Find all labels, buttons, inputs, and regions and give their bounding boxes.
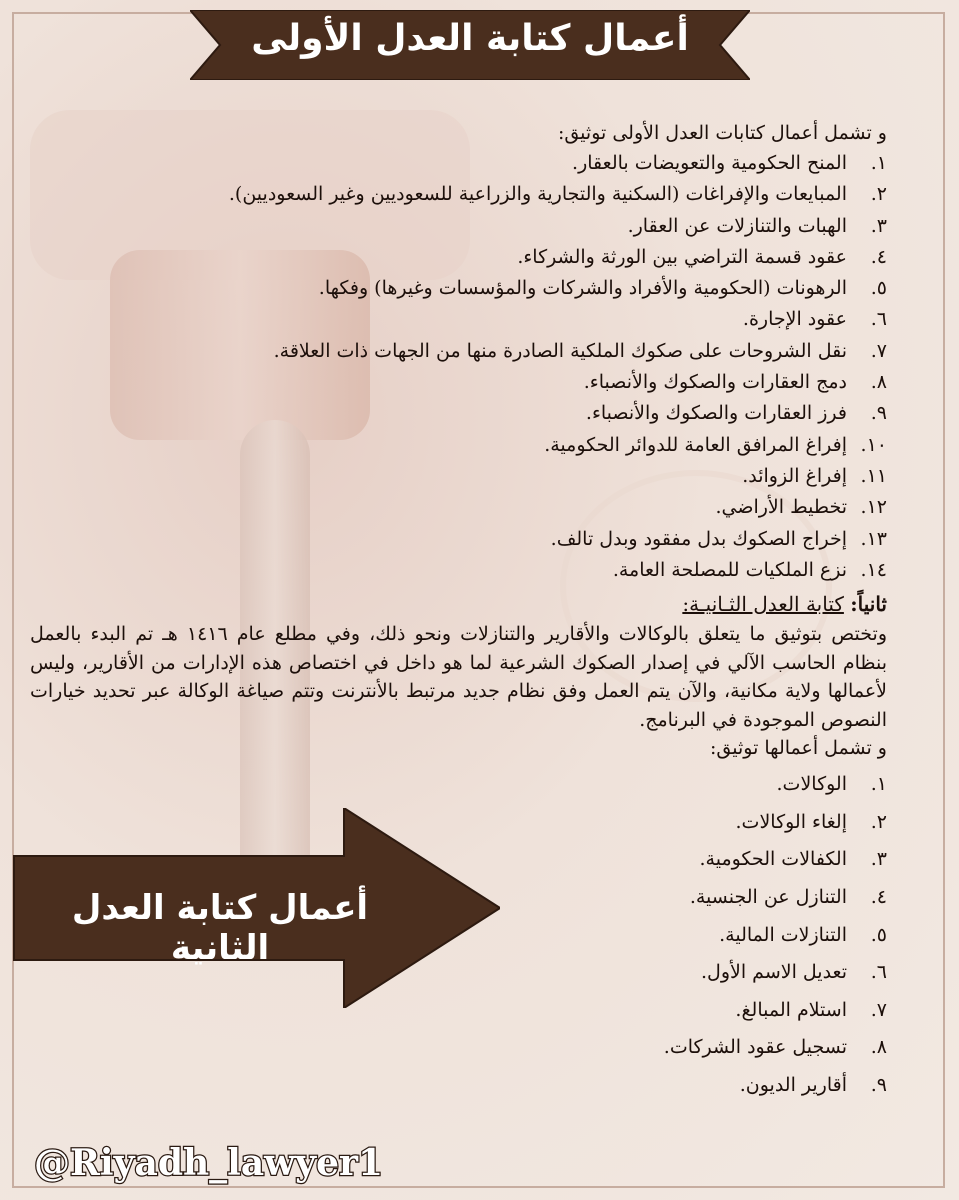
- item-text: المبايعات والإفراغات (السكنية والتجارية والزراعية للسعوديين وغير السعوديين).: [228, 183, 847, 206]
- item-number: ٤.: [870, 245, 887, 268]
- list-item: [30, 148, 887, 179]
- item-number: ٨.: [870, 1036, 887, 1059]
- item-text: إلغاء الوكالات.: [735, 810, 847, 833]
- item-text: عقود الإجارة.: [742, 308, 847, 331]
- item-text: الرهونات (الحكومية والأفراد والشركات والمؤسسات وغيرها) وفكها.: [318, 277, 847, 300]
- list-item: [30, 273, 887, 304]
- item-text: تخطيط الأراضي.: [715, 496, 847, 519]
- author-handle: @Riyadh_lawyer1: [34, 1142, 384, 1184]
- section2-prefix: ثانياً:: [850, 592, 887, 617]
- item-number: ٤.: [870, 885, 887, 908]
- item-text: فرز العقارات والصكوك والأنصباء.: [585, 402, 847, 425]
- page-title: أعمال كتابة العدل الأولى: [251, 18, 689, 59]
- item-number: ٢.: [870, 183, 887, 206]
- item-number: ١٤.: [860, 558, 887, 581]
- item-number: ٣.: [870, 214, 887, 237]
- list2-intro: و تشمل أعمالها توثيق:: [709, 737, 887, 760]
- item-number: ٢.: [870, 810, 887, 833]
- item-text: تسجيل عقود الشركات.: [663, 1036, 847, 1059]
- list-item: [30, 555, 887, 586]
- item-text: إخراج الصكوك بدل مفقود وبدل تالف.: [550, 527, 847, 550]
- item-text: دمج العقارات والصكوك والأنصباء.: [583, 371, 847, 394]
- list1: [30, 148, 887, 586]
- arrow-label: أعمال كتابة العدل الثانية: [71, 888, 369, 968]
- item-text: نزع الملكيات للمصلحة العامة.: [612, 558, 847, 581]
- section2-title: كتابة العدل الثـانيـة:: [682, 592, 844, 617]
- item-text: المنح الحكومية والتعويضات بالعقار.: [572, 152, 847, 174]
- list-item: [30, 211, 887, 242]
- list-item: [30, 461, 887, 492]
- item-number: ١١.: [860, 464, 887, 487]
- item-text: التنازل عن الجنسية.: [689, 885, 847, 908]
- item-text: أقارير الديون.: [739, 1073, 847, 1096]
- item-text: الهبات والتنازلات عن العقار.: [627, 214, 847, 237]
- section2-paragraph: وتختص بتوثيق ما يتعلق بالوكالات والأقارير والتنازلات ونحو ذلك، وفي مطلع عام ١٤١٦ هـ تم البدء بالعمل بنظام الحاسب الآلي في إصدار الصكوك الشرعية لما هو داخل في اختصاص هذه الإدارات من الأقارير، وليس لأعمالها ولاية مكانية، والآن يتم العمل وفق نظام جديد مرتبط بالأنترنت وتتم صياغة الوكالة عبر تحديد خيارات النصوص الموجودة في البرنامج.: [30, 623, 887, 731]
- list-item: [30, 1029, 887, 1067]
- item-text: إفراغ المرافق العامة للدوائر الحكومية.: [544, 433, 847, 456]
- item-text: التنازلات المالية.: [719, 923, 847, 946]
- item-text: استلام المبالغ.: [735, 998, 847, 1021]
- arrow-banner: [0, 808, 500, 1008]
- section2-heading: [30, 588, 887, 620]
- item-number: ٨.: [870, 371, 887, 394]
- list-item: [30, 430, 887, 461]
- list-item: [30, 1067, 887, 1105]
- list-item: [30, 492, 887, 523]
- item-text: تعديل الاسم الأول.: [701, 961, 847, 984]
- list-item: [30, 367, 887, 398]
- item-number: ١٣.: [860, 527, 887, 550]
- item-number: ١٠.: [860, 433, 887, 456]
- list-item: [30, 179, 887, 210]
- item-number: ٥.: [870, 923, 887, 946]
- item-number: ١.: [870, 152, 887, 174]
- list-item: [30, 766, 887, 804]
- title-banner: [190, 10, 750, 80]
- list-item: [30, 336, 887, 367]
- item-text: عقود قسمة التراضي بين الورثة والشركاء.: [517, 245, 847, 268]
- list-item: [30, 398, 887, 429]
- item-number: ٦.: [870, 308, 887, 331]
- item-number: ٦.: [870, 961, 887, 984]
- item-text: إفراغ الزوائد.: [742, 464, 847, 487]
- item-text: الكفالات الحكومية.: [699, 848, 847, 871]
- list-item: [30, 242, 887, 273]
- item-number: ٧.: [870, 339, 887, 362]
- list1-intro: و تشمل أعمال كتابات العدل الأولى توثيق:: [557, 122, 887, 144]
- list-item: [30, 304, 887, 335]
- item-number: ٧.: [870, 998, 887, 1021]
- item-number: ٩.: [870, 402, 887, 425]
- item-number: ٥.: [870, 277, 887, 300]
- item-text: الوكالات.: [776, 773, 847, 796]
- item-text: نقل الشروحات على صكوك الملكية الصادرة منها من الجهات ذات العلاقة.: [273, 339, 847, 362]
- list-item: [30, 524, 887, 555]
- item-number: ٣.: [870, 848, 887, 871]
- item-number: ١٢.: [860, 496, 887, 519]
- item-number: ٩.: [870, 1073, 887, 1096]
- item-number: ١.: [870, 773, 887, 796]
